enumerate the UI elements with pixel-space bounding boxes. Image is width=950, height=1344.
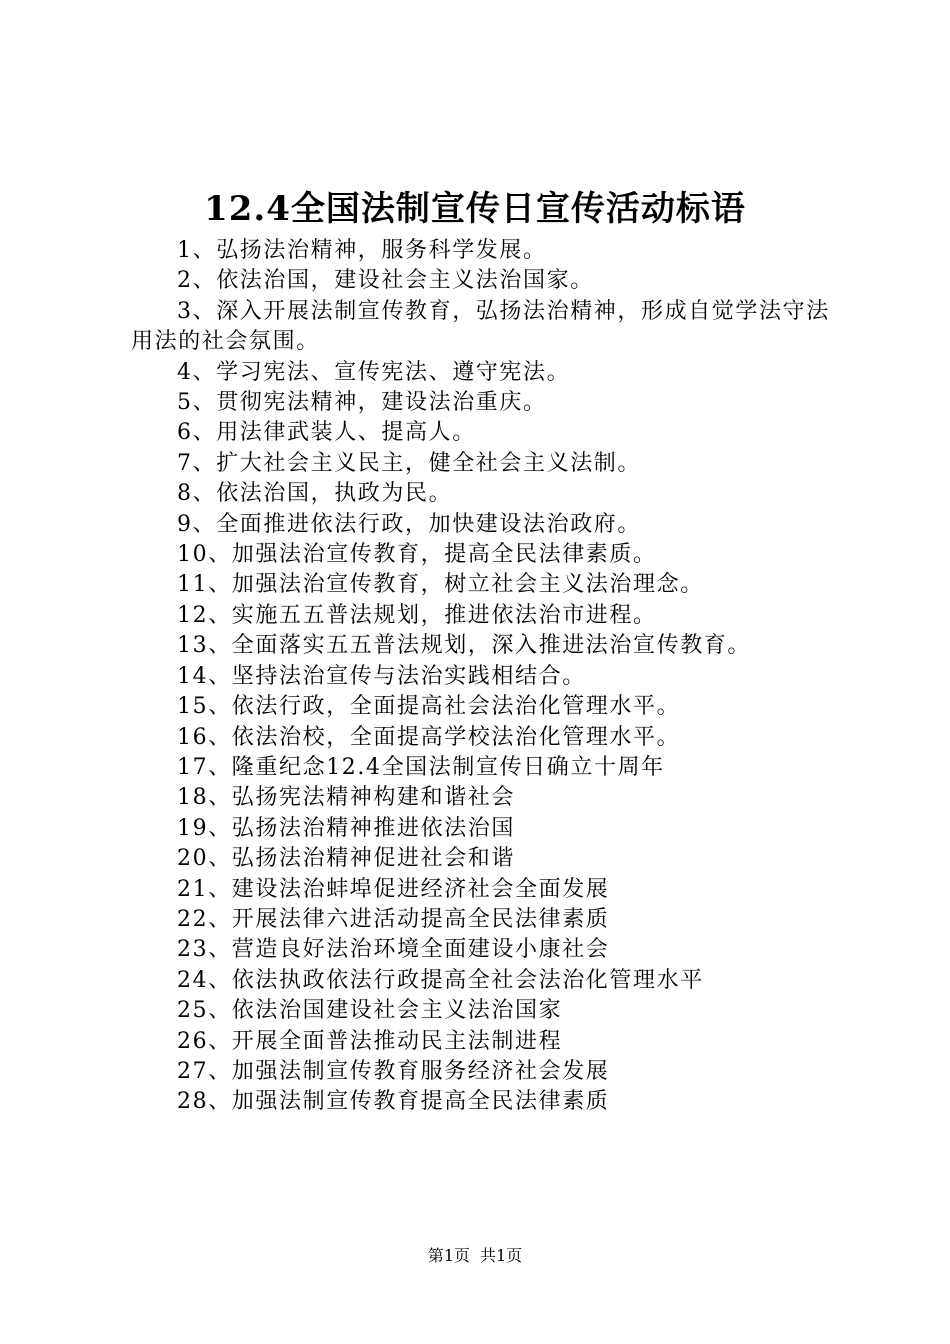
- slogan-item-19: 19、弘扬法治精神推进依法治国: [177, 815, 515, 841]
- slogan-item-9: 9、全面推进依法行政，加快建设法治政府。: [177, 511, 641, 537]
- slogan-item-16: 16、依法治校，全面提高学校法治化管理水平。: [177, 724, 681, 750]
- slogan-item-1: 1、弘扬法治精神，服务科学发展。: [177, 238, 547, 263]
- slogan-item-11: 11、加强法治宣传教育，树立社会主义法治理念。: [177, 572, 704, 598]
- slogan-item-5: 5、贯彻宪法精神，建设法治重庆。: [177, 390, 547, 416]
- slogan-item-10: 10、加强法治宣传教育，提高全民法律素质。: [177, 542, 657, 568]
- slogan-item-18: 18、弘扬宪法精神构建和谐社会: [177, 785, 515, 811]
- slogan-item-20: 20、弘扬法治精神促进社会和谐: [177, 846, 515, 872]
- slogan-item-25: 25、依法治国建设社会主义法治国家: [177, 998, 563, 1024]
- page-number-total: 共1页: [480, 1246, 523, 1265]
- slogan-item-6: 6、用法律武装人、提高人。: [177, 420, 476, 446]
- slogan-item-7: 7、扩大社会主义民主，健全社会主义法制。: [177, 450, 641, 476]
- slogan-item-15: 15、依法行政，全面提高社会法治化管理水平。: [177, 694, 681, 720]
- page-footer: [0, 1244, 950, 1268]
- slogan-item-28: 28、加强法制宣传教育提高全民法律素质: [177, 1089, 610, 1115]
- slogan-item-12: 12、实施五五普法规划，推进依法治市进程。: [177, 602, 657, 628]
- slogan-item-14: 14、坚持法治宣传与法治实践相结合。: [177, 663, 586, 689]
- slogan-item-4: 4、学习宪法、宣传宪法、遵守宪法。: [177, 359, 571, 385]
- slogan-item-24: 24、依法执政依法行政提高全社会法治化管理水平: [177, 967, 704, 993]
- document-title: 12.4全国法制宣传日宣传活动标语: [204, 189, 746, 229]
- slogan-item-21: 21、建设法治蚌埠促进经济社会全面发展: [177, 876, 610, 902]
- slogan-item-17: 17、隆重纪念12.4全国法制宣传日确立十周年: [177, 754, 665, 780]
- slogan-item-26: 26、开展全面普法推动民主法制进程: [177, 1028, 563, 1054]
- slogan-item-13: 13、全面落实五五普法规划，深入推进法治宣传教育。: [177, 633, 751, 659]
- slogan-item-2: 2、依法治国，建设社会主义法治国家。: [177, 268, 594, 294]
- slogan-item-22: 22、开展法律六进活动提高全民法律素质: [177, 906, 610, 932]
- slogan-item-8: 8、依法治国，执政为民。: [177, 481, 453, 507]
- slogan-item-3: 3、深入开展法制宣传教育，弘扬法治精神，形成自觉学法守法用法的社会氛围。: [131, 298, 830, 355]
- page-number-current: 第1页: [427, 1246, 470, 1265]
- slogan-item-23: 23、营造良好法治环境全面建设小康社会: [177, 937, 610, 963]
- slogan-list: [131, 236, 831, 1118]
- slogan-item-27: 27、加强法制宣传教育服务经济社会发展: [177, 1058, 610, 1084]
